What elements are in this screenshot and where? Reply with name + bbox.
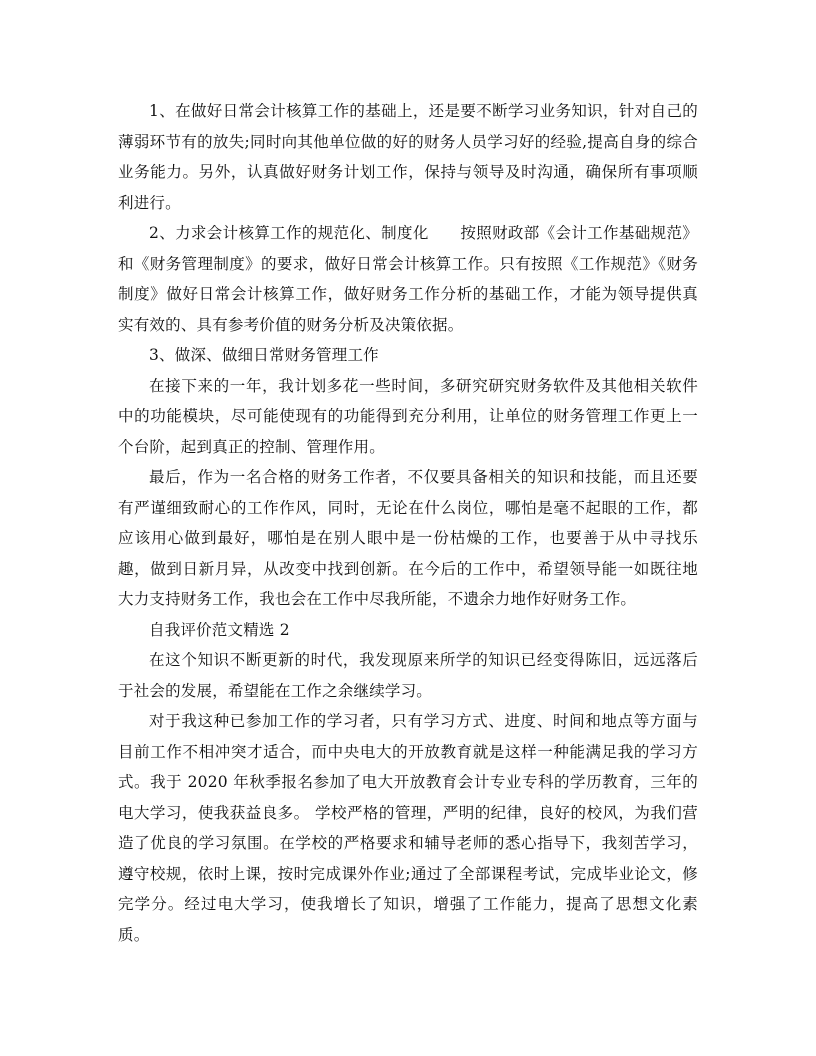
section-title-sample-2: 自我评价范文精选 2 — [149, 620, 290, 639]
paragraph-knowledge-update: 在这个知识不断更新的时代，我发现原来所学的知识已经变得陈旧，远远落后于社会的发展，希望能在工作之余继续学习。 — [118, 651, 698, 700]
paragraph-conclusion: 最后，作为一名合格的财务工作者，不仅要具备相关的知识和技能，而且还要有严谨细致耐心的工作作风，同时，无论在什么岗位，哪怕是毫不起眼的工作，都应该用心做到最好，哪怕是在别人眼中是一份枯燥的工作，也要善于从中寻找乐趣，做到日新月异，从改变中找到创新。在今后的工作中，希望领导能一如既往地大力支持财务工作，我也会在工作中尽我所能，不遗余力地作好财务工作。 — [118, 468, 698, 608]
paragraph-item-1-continuous-learning: 1、在做好日常会计核算工作的基础上，还是要不断学习业务知识，针对自己的薄弱环节有的放失;同时向其他单位做的好的财务人员学习好的经验,提高自身的综合业务能力。另外，认真做好财务计划工作，保持与领导及时沟通，确保所有事项顺利进行。 — [118, 102, 698, 212]
paragraph-item-3-heading: 3、做深、做细日常财务管理工作 — [149, 346, 379, 364]
paragraph-item-2-standardization: 2、力求会计核算工作的规范化、制度化 按照财政部《会计工作基础规范》和《财务管理制度》的要求，做好日常会计核算工作。只有按照《工作规范》《财务制度》做好日常会计核算工作，做好财务工作分析的基础工作，才能为领导提供真实有效的、具有参考价值的财务分析及决策依据。 — [118, 224, 698, 334]
paragraph-software-plan: 在接下来的一年，我计划多花一些时间，多研究研究财务软件及其他相关软件中的功能模块，尽可能使现有的功能得到充分利用，让单位的财务管理工作更上一个台阶，起到真正的控制、管理作用。 — [118, 376, 698, 456]
paragraph-open-education: 对于我这种已参加工作的学习者，只有学习方式、进度、时间和地点等方面与目前工作不相冲突才适合，而中央电大的开放教育就是这样一种能满足我的学习方式。我于 2020 年秋季报名参加了电大开放教育会计专业专科的学历教育，三年的电大学习，使我获益良多。 学校严格的管理，严明的纪律，良好的校风，为我们营造了优良的学习氛围。在学校的严格要求和辅导老师的悉心指导下，我刻苦学习，遵守校规，依时上课，按时完成课外作业;通过了全部课程考试，完成毕业论文，修完学分。经过电大学习，使我增长了知识，增强了工作能力，提高了思想文化素质。 — [118, 712, 698, 944]
document-body — [118, 96, 698, 950]
